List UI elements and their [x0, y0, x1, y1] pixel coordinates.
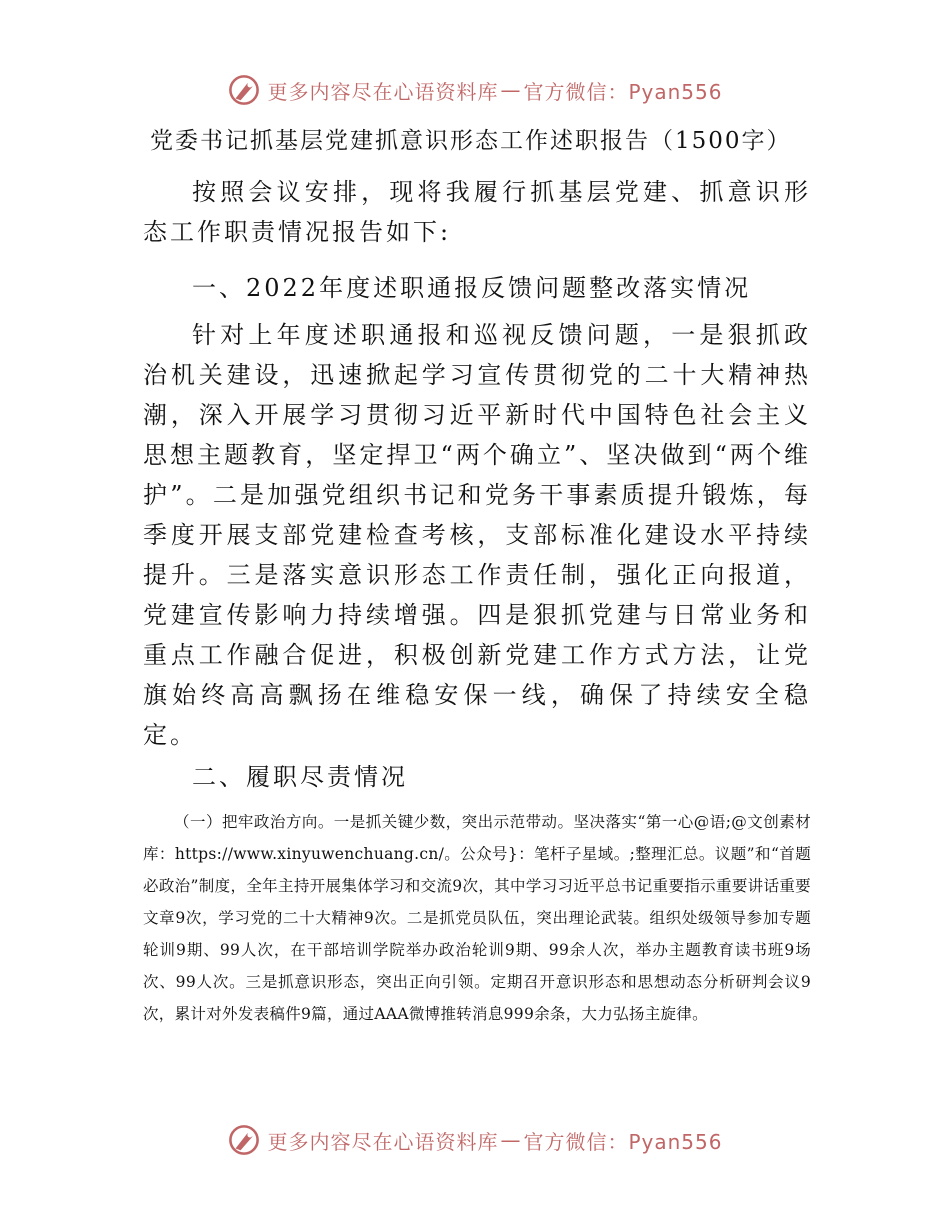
watermark-banner-top	[0, 68, 950, 112]
section-heading-2: 二、履职尽责情况	[192, 763, 408, 791]
banner-official: 官方微信：Pyan556	[523, 1129, 723, 1154]
banner-separator: —	[500, 1128, 522, 1152]
section-heading-1: 一、2022年度述职通报反馈问题整改落实情况	[192, 274, 752, 302]
pen-nib-logo-icon	[227, 73, 261, 107]
banner-text: 更多内容尽在心语资料库	[267, 79, 499, 104]
banner-separator: —	[500, 78, 522, 102]
intro-paragraph: 按照会议安排，现将我履行抓基层党建、抓意识形态工作职责情况报告如下:	[143, 178, 811, 246]
banner-official: 官方微信：Pyan556	[523, 79, 723, 104]
pen-nib-logo-icon	[227, 1123, 261, 1157]
section-2-paragraph: （一）把牢政治方向。一是抓关键少数，突出示范带动。坚决落实“第一心@语;@文创素材库：https://www.xinyuwenchuang.cn/。公众号}：笔杆子星域。;整理汇总。议题”和“首题必政治”制度，全年主持开展集体学习和交流9次，其中学习习近平总书记重要指示重要讲话重要文章9次，学习党的二十大精神9次。二是抓党员队伍，突出理论武装。组织处级领导参加专题轮训9期、99人次，在干部培训学院举办政治轮训9期、99余人次，举办主题教育读书班9场次、99人次。三是抓意识形态，突出正向引领。定期召开意识形态和思想动态分析研判会议9次，累计对外发表稿件9篇，通过AAA微博推转消息999余条，大力弘扬主旋律。	[143, 813, 811, 1023]
banner-text: 更多内容尽在心语资料库	[267, 1129, 499, 1154]
document-title: 党委书记抓基层党建抓意识形态工作述职报告（1500字）	[150, 128, 792, 154]
watermark-banner-bottom	[0, 1118, 950, 1162]
section-1-paragraph: 针对上年度述职通报和巡视反馈问题，一是狠抓政治机关建设，迅速掀起学习宣传贯彻党的二十大精神热潮，深入开展学习贯彻习近平新时代中国特色社会主义思想主题教育，坚定捍卫“两个确立”、坚决做到“两个维护”。二是加强党组织书记和党务干事素质提升锻炼，每季度开展支部党建检查考核，支部标准化建设水平持续提升。三是落实意识形态工作责任制，强化正向报道，党建宣传影响力持续增强。四是狠抓党建与日常业务和重点工作融合促进，积极创新党建工作方式方法，让党旗始终高高飘扬在维稳安保一线，确保了持续安全稳定。	[143, 321, 811, 749]
